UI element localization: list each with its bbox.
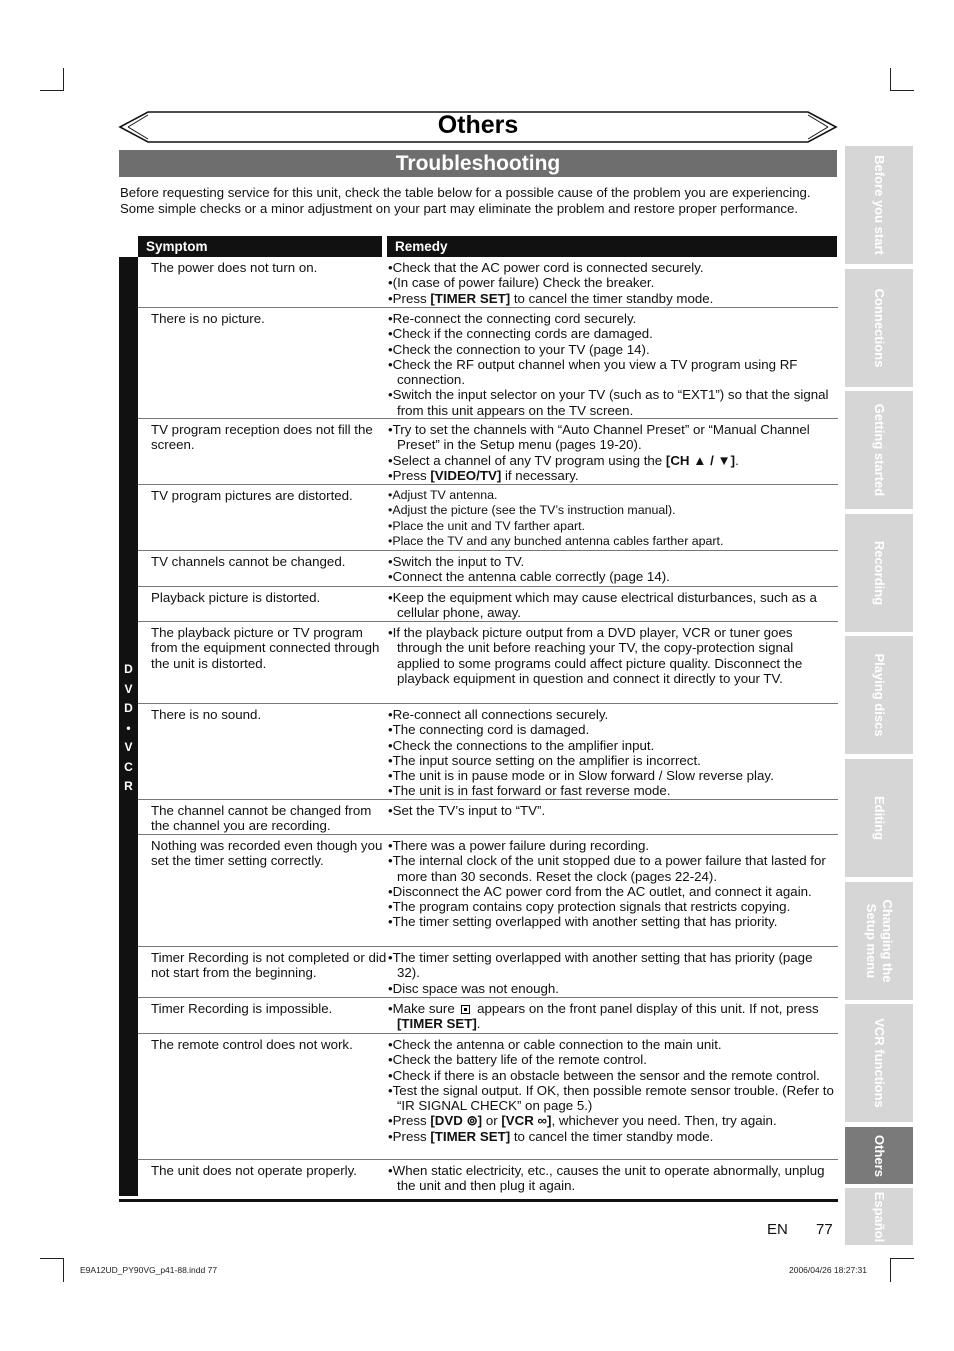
section-tab-label: Español — [872, 1191, 887, 1242]
section-title: Others — [437, 111, 519, 139]
table-row — [138, 800, 838, 835]
page-lang: EN — [767, 1221, 788, 1238]
remedy-item: •Set the TV’s input to “TV”. — [388, 803, 546, 818]
crop-mark — [890, 1258, 914, 1259]
remedy-item: •Select a channel of any TV program using the [CH ▲ / ▼]. — [388, 452, 739, 468]
remedy-item: •The timer setting overlapped with another setting that has priority. — [388, 914, 778, 930]
side-letter: C — [124, 759, 133, 774]
remedy-item: •Place the TV and any bunched antenna cables farther apart. — [388, 533, 724, 548]
remedy-item: •Re-connect the connecting cord securely. — [388, 311, 637, 326]
remedy-cell — [388, 838, 838, 930]
remedy-item: •Connect the antenna cable correctly (page 14). — [388, 569, 670, 585]
remedy-cell — [388, 422, 838, 483]
remedy-cell — [388, 803, 838, 818]
remedy-cell — [388, 625, 838, 686]
remedy-item: •The unit is in pause mode or in Slow forward / Slow reverse play. — [388, 768, 774, 784]
table-bottom-rule — [119, 1199, 838, 1202]
remedy-item: •Check the connection to your TV (page 14). — [388, 341, 650, 357]
remedy-item: •Check the battery life of the remote control. — [388, 1052, 647, 1068]
table-row — [138, 419, 838, 485]
symptom-cell: TV program reception does not fill the screen. — [151, 422, 373, 453]
remedy-item: •Test the signal output. If OK, then possible remote sensor trouble. (Refer to “IR SIGNAL CHECK” on page 5.) — [388, 1082, 834, 1114]
symptom-cell: The power does not turn on. — [151, 260, 318, 275]
remedy-item: •Re-connect all connections securely. — [388, 707, 609, 722]
table-row — [138, 835, 838, 947]
section-tab[interactable] — [845, 1127, 913, 1184]
section-tab[interactable] — [845, 391, 913, 509]
crop-mark — [40, 90, 64, 91]
remedy-item: •Place the unit and TV farther apart. — [388, 518, 585, 533]
remedy-item: •Press [DVD ⊚] or [VCR ∞], whichever you need. Then, try again. — [388, 1113, 777, 1129]
table-row — [138, 1160, 838, 1199]
crop-mark — [40, 1258, 64, 1259]
remedy-item: •Check the antenna or cable connection to the main unit. — [388, 1037, 722, 1052]
remedy-item: •Adjust the picture (see the TV’s instruction manual). — [388, 503, 676, 518]
remedy-item: •The unit is in fast forward or fast reverse mode. — [388, 783, 671, 799]
remedy-item: •Check the RF output channel when you view a TV program using RF connection. — [388, 356, 798, 388]
symptom-cell: Timer Recording is not completed or did not start from the beginning. — [151, 950, 387, 981]
symptom-cell: Nothing was recorded even though you set the timer setting correctly. — [151, 838, 383, 869]
section-tab-label: Others — [872, 1134, 887, 1177]
symptom-cell: TV program pictures are distorted. — [151, 488, 353, 503]
remedy-item: •The input source setting on the amplifier is incorrect. — [388, 752, 701, 768]
table-row — [138, 551, 838, 587]
intro-line: Before requesting service for this unit, check the table below for a possible cause of the problem you are experiencing. — [120, 185, 811, 200]
section-tab-label: Recording — [872, 540, 887, 606]
remedy-item: •Check if there is an obstacle between the sensor and the remote control. — [388, 1067, 820, 1083]
remedy-item: •(In case of power failure) Check the breaker. — [388, 275, 655, 291]
table-row — [138, 257, 838, 308]
remedy-item: •Check that the AC power cord is connected securely. — [388, 260, 704, 275]
troubleshooting-table — [138, 257, 838, 1199]
remedy-item: •Press [VIDEO/TV] if necessary. — [388, 467, 579, 483]
symptom-cell: The playback picture or TV program from the equipment connected through the unit is distorted. — [151, 625, 380, 671]
remedy-item: •If the playback picture output from a DVD player, VCR or tuner goes through the unit before reaching your TV, the copy-protection signal applied to some programs could affect picture quality. Disconnect the playback equipment in question and connect it directly to your TV. — [388, 625, 803, 686]
remedy-cell — [388, 950, 838, 996]
section-tab-label: Before you start — [872, 155, 887, 255]
remedy-item: •Check if the connecting cords are damaged. — [388, 326, 653, 342]
remedy-item: •Adjust TV antenna. — [388, 488, 498, 502]
symptom-cell: Playback picture is distorted. — [151, 590, 321, 605]
remedy-item: •Press [TIMER SET] to cancel the timer standby mode. — [388, 290, 714, 306]
section-tab[interactable] — [845, 759, 913, 877]
symptom-cell: The remote control does not work. — [151, 1037, 353, 1052]
remedy-cell — [388, 1037, 838, 1144]
crop-mark — [890, 1258, 891, 1282]
intro-text — [120, 185, 840, 217]
footer-timestamp: 2006/04/26 18:27:31 — [789, 1265, 867, 1275]
remedy-item: •When static electricity, etc., causes the unit to operate abnormally, unplug the unit and then plug it again. — [388, 1163, 825, 1194]
side-letter: V — [124, 740, 133, 754]
table-row — [138, 704, 838, 800]
remedy-cell — [388, 488, 838, 549]
remedy-item: •Switch the input to TV. — [388, 554, 525, 569]
side-letter: D — [124, 662, 133, 676]
section-tab-label: Changing the Setup menu — [864, 899, 895, 983]
side-letter: V — [124, 681, 133, 696]
remedy-item: •The timer setting overlapped with another setting that has priority (page 32). — [388, 950, 813, 981]
symptom-cell: Timer Recording is impossible. — [151, 1001, 333, 1016]
section-tab[interactable] — [845, 882, 913, 1000]
section-tab-label: Connections — [872, 288, 887, 368]
page-title: Troubleshooting — [119, 150, 837, 177]
remedy-item: •Disconnect the AC power cord from the AC outlet, and connect it again. — [388, 883, 812, 899]
crop-mark — [63, 68, 64, 90]
dvd-vcr-label — [119, 660, 138, 797]
symptom-cell: The channel cannot be changed from the channel you are recording. — [151, 803, 372, 834]
table-row — [138, 622, 838, 704]
remedy-item: •The internal clock of the unit stopped due to a power failure that lasted for more than 30 seconds. Reset the clock (pages 22-24). — [388, 853, 826, 884]
section-tab-label: Playing discs — [872, 653, 887, 737]
section-tab-label: Getting started — [872, 403, 887, 497]
remedy-item: •The program contains copy protection signals that restricts copying. — [388, 899, 791, 915]
table-row — [138, 998, 838, 1034]
table-row — [138, 947, 838, 998]
section-tab[interactable] — [845, 146, 913, 264]
remedy-item: •Make sure appears on the front panel display of this unit. If not, press [TIMER SET]. — [388, 1001, 819, 1032]
remedy-item: •Switch the input selector on your TV (such as to “EXT1”) so that the signal from this unit appears on the TV screen. — [388, 387, 829, 418]
side-letter: D — [124, 701, 133, 715]
table-row — [138, 1034, 838, 1160]
crop-mark — [63, 1258, 64, 1282]
symptom-header: Symptom — [138, 236, 382, 257]
remedy-item: •Press [TIMER SET] to cancel the timer standby mode. — [388, 1128, 714, 1144]
table-row — [138, 587, 838, 622]
section-tab[interactable] — [845, 1188, 913, 1245]
intro-line: Some simple checks or a minor adjustment on your part may eliminate the problem and restore proper performance. — [120, 201, 799, 216]
footer-file: E9A12UD_PY90VG_p41-88.indd 77 — [80, 1265, 218, 1275]
section-tab[interactable] — [845, 636, 913, 754]
symptom-cell: There is no picture. — [151, 311, 265, 326]
side-letter: • — [126, 720, 131, 735]
symptom-cell: The unit does not operate properly. — [151, 1163, 357, 1178]
remedy-cell — [388, 707, 838, 799]
remedy-item: •Disc space was not enough. — [388, 980, 559, 996]
remedy-cell — [388, 1001, 838, 1032]
side-letter: R — [124, 779, 133, 793]
remedy-cell — [388, 554, 838, 585]
crop-mark — [890, 68, 891, 90]
section-tab[interactable] — [845, 1004, 913, 1122]
remedy-cell — [388, 590, 838, 621]
table-row — [138, 308, 838, 419]
remedy-cell — [388, 311, 838, 418]
symptom-cell: There is no sound. — [151, 707, 262, 722]
crop-mark — [890, 90, 914, 91]
symptom-cell: TV channels cannot be changed. — [151, 554, 346, 569]
page-number: 77 — [816, 1221, 833, 1238]
remedy-item: •Keep the equipment which may cause electrical disturbances, such as a cellular phone, away. — [388, 590, 817, 621]
section-tab[interactable] — [845, 269, 913, 387]
remedy-cell — [388, 1163, 838, 1194]
table-row — [138, 485, 838, 551]
remedy-item: •Check the connections to the amplifier input. — [388, 737, 655, 753]
section-tab[interactable] — [845, 514, 913, 632]
remedy-header: Remedy — [387, 236, 837, 257]
section-tab-label: VCR functions — [872, 1018, 887, 1108]
remedy-item: •There was a power failure during recording. — [388, 838, 650, 853]
remedy-item: •The connecting cord is damaged. — [388, 722, 590, 738]
remedy-item: •Try to set the channels with “Auto Channel Preset” or “Manual Channel Preset” in the Setup menu (pages 19-20). — [388, 422, 810, 453]
remedy-cell — [388, 260, 838, 306]
section-tab-label: Editing — [872, 795, 887, 841]
